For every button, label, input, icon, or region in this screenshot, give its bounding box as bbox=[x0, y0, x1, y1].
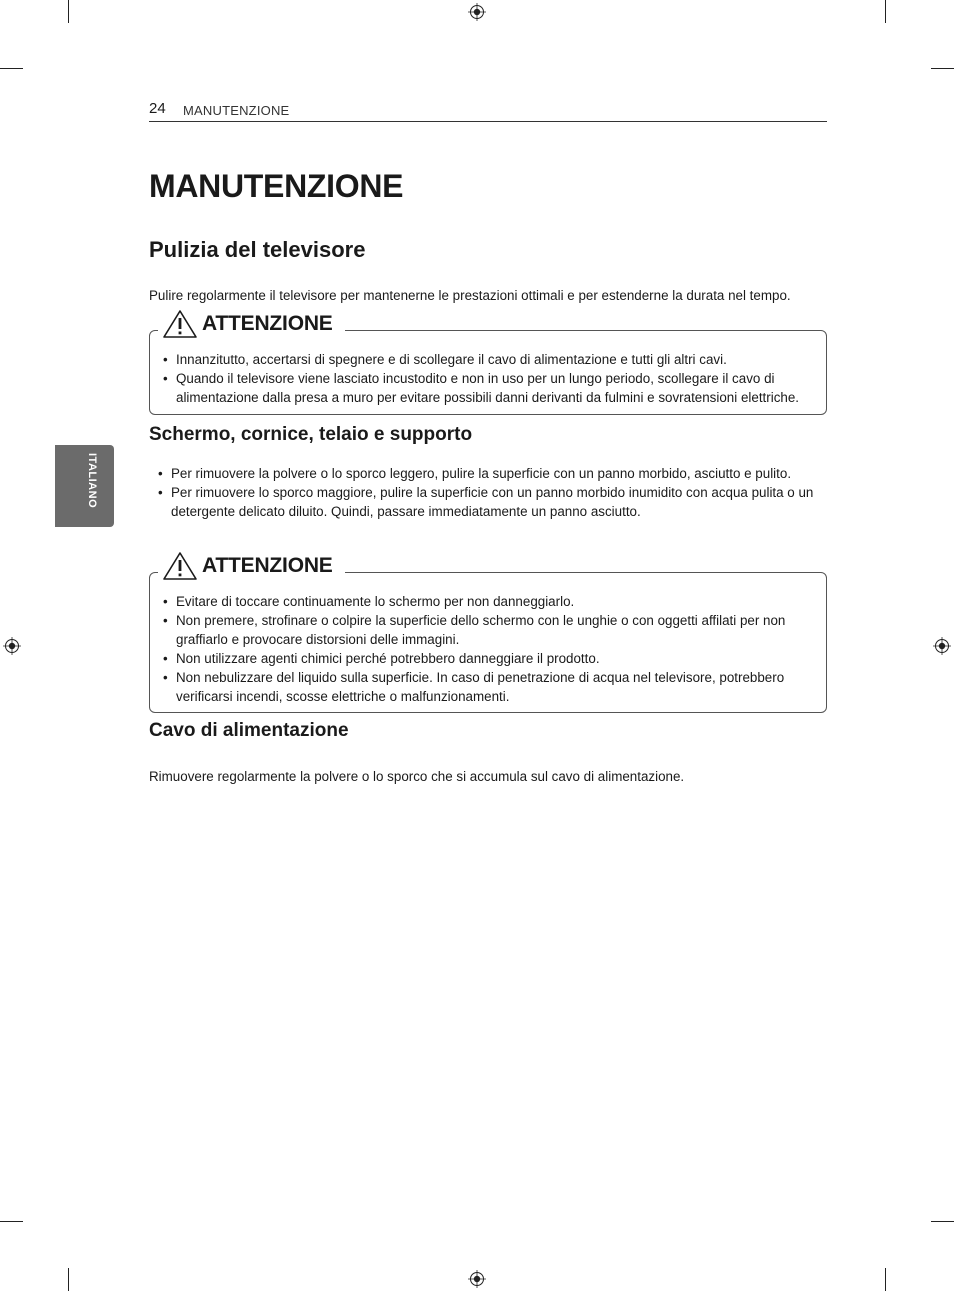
list-item: • Non premere, strofinare o colpire la superficie dello schermo con le unghie o con oggetti affilati per non graffiarlo e provocare distorsioni delle immagini. bbox=[163, 611, 803, 649]
section-title: Pulizia del televisore bbox=[149, 237, 366, 262]
caution-list bbox=[163, 350, 813, 407]
crop-mark bbox=[0, 68, 23, 69]
caution-header bbox=[158, 309, 345, 339]
header-rule bbox=[149, 121, 827, 122]
crop-mark bbox=[931, 1221, 954, 1222]
page-number: 24 bbox=[149, 100, 166, 117]
subsection-title-power-cord: Cavo di alimentazione bbox=[149, 720, 349, 741]
registration-mark-icon bbox=[933, 637, 951, 655]
registration-mark-icon bbox=[3, 637, 21, 655]
list-item: • Quando il televisore viene lasciato incustodito e non in uso per un lungo periodo, scollegare il cavo di alimentazione dalla presa a muro per evitare possibili danni derivanti da fulmini e sovratensioni elettriche. bbox=[163, 369, 813, 407]
caution-box bbox=[149, 554, 827, 713]
list-item: • Non utilizzare agenti chimici perché potrebbero danneggiare il prodotto. bbox=[163, 649, 803, 668]
caution-header bbox=[158, 551, 345, 581]
caution-box bbox=[149, 312, 827, 415]
running-header: MANUTENZIONE bbox=[183, 103, 290, 118]
list-item: • Per rimuovere la polvere o lo sporco leggero, pulire la superficie con un panno morbido, asciutto e pulito. bbox=[158, 464, 826, 483]
language-tab bbox=[55, 445, 114, 527]
caution-label: ATTENZIONE bbox=[202, 554, 333, 577]
list-item: • Innanzitutto, accertarsi di spegnere e di scollegare il cavo di alimentazione e tutti gli altri cavi. bbox=[163, 350, 813, 369]
language-tab-label: ITALIANO bbox=[86, 453, 98, 509]
caution-list bbox=[163, 592, 803, 706]
crop-mark bbox=[68, 1268, 69, 1291]
warning-triangle-icon bbox=[162, 309, 198, 339]
crop-mark bbox=[68, 0, 69, 23]
caution-label: ATTENZIONE bbox=[202, 312, 333, 335]
page-title: MANUTENZIONE bbox=[149, 168, 404, 204]
screen-cleaning-list bbox=[158, 464, 826, 521]
warning-triangle-icon bbox=[162, 551, 198, 581]
list-item: • Per rimuovere lo sporco maggiore, pulire la superficie con un panno morbido inumidito con acqua pulita o un detergente delicato diluito. Quindi, passare immediatamente un panno asciutto. bbox=[158, 483, 826, 521]
crop-mark bbox=[931, 68, 954, 69]
section-intro: Pulire regolarmente il televisore per mantenerne le prestazioni ottimali e per estenderne la durata nel tempo. bbox=[149, 288, 791, 303]
list-item: • Non nebulizzare del liquido sulla superficie. In caso di penetrazione di acqua nel televisore, potrebbero verificarsi incendi, scosse elettriche o malfunzionamenti. bbox=[163, 668, 803, 706]
registration-mark-icon bbox=[468, 1270, 486, 1288]
crop-mark bbox=[0, 1221, 23, 1222]
power-cord-text: Rimuovere regolarmente la polvere o lo sporco che si accumula sul cavo di alimentazione. bbox=[149, 769, 685, 784]
list-item: • Evitare di toccare continuamente lo schermo per non danneggiarlo. bbox=[163, 592, 803, 611]
subsection-title-screen: Schermo, cornice, telaio e supporto bbox=[149, 424, 473, 445]
crop-mark bbox=[885, 0, 886, 23]
crop-mark bbox=[885, 1268, 886, 1291]
registration-mark-icon bbox=[468, 3, 486, 21]
